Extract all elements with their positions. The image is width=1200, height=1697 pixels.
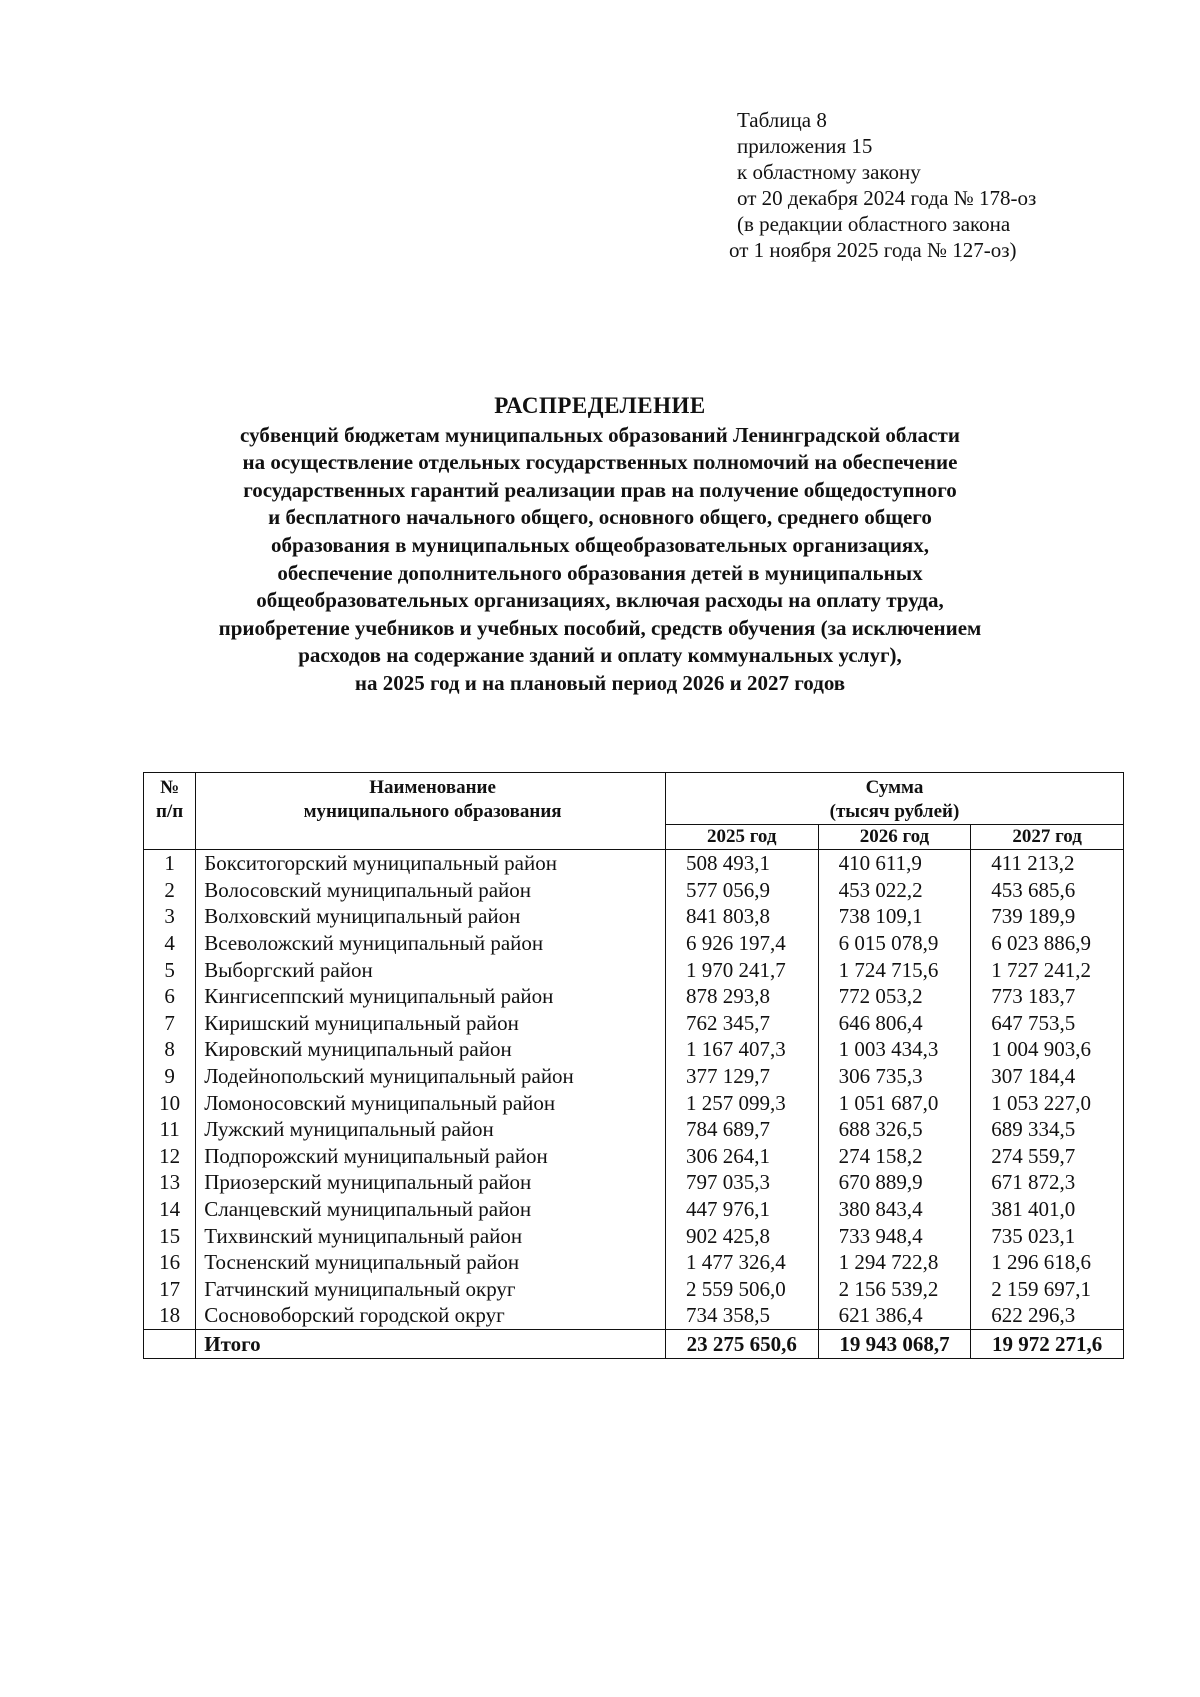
row-num: 8	[144, 1036, 196, 1063]
row-name: Всеволожский муниципальный район	[196, 930, 666, 957]
table-row	[144, 1249, 1124, 1276]
row-num: 5	[144, 956, 196, 983]
row-num: 11	[144, 1116, 196, 1143]
table-row	[144, 1276, 1124, 1303]
row-value-2026: 1 003 434,3	[818, 1036, 971, 1063]
row-value-2026: 1 724 715,6	[818, 956, 971, 983]
row-value-2026: 738 109,1	[818, 903, 971, 930]
row-value-2025: 6 926 197,4	[665, 930, 818, 957]
header-year-2025: 2025 год	[665, 825, 818, 850]
row-value-2026: 306 735,3	[818, 1063, 971, 1090]
header-line-appendix: приложения 15	[737, 134, 873, 158]
header-line-law: к областному закону	[737, 160, 921, 184]
row-value-2026: 1 294 722,8	[818, 1249, 971, 1276]
title-line: и бесплатного начального общего, основного общего, среднего общего	[268, 505, 932, 530]
title-line: на осуществление отдельных государственных полномочий на обеспечение	[242, 450, 958, 475]
table-row	[144, 983, 1124, 1010]
row-num: 18	[144, 1302, 196, 1329]
table-row	[144, 1222, 1124, 1249]
row-name: Выборгский район	[196, 956, 666, 983]
total-2027: 19 972 271,6	[971, 1329, 1124, 1358]
row-value-2027: 671 872,3	[971, 1169, 1124, 1196]
table-row	[144, 1302, 1124, 1329]
row-value-2027: 453 685,6	[971, 877, 1124, 904]
table-row	[144, 877, 1124, 904]
row-value-2027: 739 189,9	[971, 903, 1124, 930]
row-value-2027: 381 401,0	[971, 1196, 1124, 1223]
row-value-2025: 577 056,9	[665, 877, 818, 904]
row-value-2026: 6 015 078,9	[818, 930, 971, 957]
row-value-2026: 646 806,4	[818, 1010, 971, 1037]
row-num: 7	[144, 1010, 196, 1037]
row-value-2027: 622 296,3	[971, 1302, 1124, 1329]
row-value-2025: 797 035,3	[665, 1169, 818, 1196]
header-year-2026: 2026 год	[818, 825, 971, 850]
row-value-2025: 784 689,7	[665, 1116, 818, 1143]
row-value-2026: 733 948,4	[818, 1222, 971, 1249]
row-value-2025: 1 477 326,4	[665, 1249, 818, 1276]
row-value-2027: 1 053 227,0	[971, 1089, 1124, 1116]
row-num: 12	[144, 1143, 196, 1170]
row-name: Волосовский муниципальный район	[196, 877, 666, 904]
row-value-2027: 6 023 886,9	[971, 930, 1124, 957]
row-value-2026: 688 326,5	[818, 1116, 971, 1143]
row-name: Кингисеппский муниципальный район	[196, 983, 666, 1010]
table-row	[144, 903, 1124, 930]
title-line: субвенций бюджетам муниципальных образований Ленинградской области	[240, 422, 960, 447]
row-name: Ломоносовский муниципальный район	[196, 1089, 666, 1116]
title-line: на 2025 год и на плановый период 2026 и 2027 годов	[354, 670, 846, 695]
title-line: общеобразовательных организациях, включая расходы на оплату труда,	[256, 588, 944, 613]
title-line: приобретение учебников и учебных пособий, средств обучения (за исключением	[218, 615, 982, 640]
document-title	[100, 392, 1100, 698]
row-value-2027: 735 023,1	[971, 1222, 1124, 1249]
row-value-2025: 1 167 407,3	[665, 1036, 818, 1063]
row-name: Приозерский муниципальный район	[196, 1169, 666, 1196]
row-value-2027: 1 296 618,6	[971, 1249, 1124, 1276]
row-value-2025: 762 345,7	[665, 1010, 818, 1037]
row-value-2026: 2 156 539,2	[818, 1276, 971, 1303]
row-value-2027: 2 159 697,1	[971, 1276, 1124, 1303]
row-name: Лодейнопольский муниципальный район	[196, 1063, 666, 1090]
row-num: 1	[144, 850, 196, 877]
row-value-2025: 841 803,8	[665, 903, 818, 930]
total-2025: 23 275 650,6	[665, 1329, 818, 1358]
table-row	[144, 1196, 1124, 1223]
row-value-2025: 377 129,7	[665, 1063, 818, 1090]
title-line: образования в муниципальных общеобразовательных организациях,	[270, 532, 930, 557]
row-value-2027: 274 559,7	[971, 1143, 1124, 1170]
row-value-2027: 307 184,4	[971, 1063, 1124, 1090]
row-value-2026: 410 611,9	[818, 850, 971, 877]
header-num: № п/п	[144, 773, 196, 850]
row-num: 2	[144, 877, 196, 904]
row-value-2025: 306 264,1	[665, 1143, 818, 1170]
row-name: Киришский муниципальный район	[196, 1010, 666, 1037]
header-sum: Сумма (тысяч рублей)	[665, 773, 1123, 825]
row-value-2026: 772 053,2	[818, 983, 971, 1010]
total-num-cell	[144, 1329, 196, 1358]
title-main: РАСПРЕДЕЛЕНИЕ	[494, 393, 706, 418]
header-name: Наименование муниципального образования	[196, 773, 666, 850]
row-value-2027: 411 213,2	[971, 850, 1124, 877]
title-line: государственных гарантий реализации прав на получение общедоступного	[243, 477, 957, 502]
row-value-2026: 453 022,2	[818, 877, 971, 904]
row-value-2026: 621 386,4	[818, 1302, 971, 1329]
title-line: расходов на содержание зданий и оплату коммунальных услуг),	[298, 643, 902, 668]
row-value-2025: 1 970 241,7	[665, 956, 818, 983]
row-value-2027: 647 753,5	[971, 1010, 1124, 1037]
table-row	[144, 1036, 1124, 1063]
table-body	[144, 850, 1124, 1330]
row-name: Сланцевский муниципальный район	[196, 1196, 666, 1223]
row-num: 6	[144, 983, 196, 1010]
header-year-2027: 2027 год	[971, 825, 1124, 850]
total-2026: 19 943 068,7	[818, 1329, 971, 1358]
row-name: Тосненский муниципальный район	[196, 1249, 666, 1276]
table-row	[144, 1143, 1124, 1170]
distribution-table	[143, 772, 1124, 1359]
row-num: 3	[144, 903, 196, 930]
row-num: 16	[144, 1249, 196, 1276]
row-value-2025: 2 559 506,0	[665, 1276, 818, 1303]
row-name: Лужский муниципальный район	[196, 1116, 666, 1143]
header-line-law-date: от 20 декабря 2024 года № 178-оз	[737, 186, 1037, 210]
row-num: 15	[144, 1222, 196, 1249]
row-value-2025: 1 257 099,3	[665, 1089, 818, 1116]
total-label: Итого	[196, 1329, 666, 1358]
row-name: Сосновоборский городской округ	[196, 1302, 666, 1329]
row-name: Гатчинский муниципальный округ	[196, 1276, 666, 1303]
row-value-2025: 878 293,8	[665, 983, 818, 1010]
row-name: Тихвинский муниципальный район	[196, 1222, 666, 1249]
row-name: Бокситогорский муниципальный район	[196, 850, 666, 877]
table-row	[144, 1089, 1124, 1116]
header-line-table-number: Таблица 8	[737, 108, 827, 132]
row-value-2027: 1 727 241,2	[971, 956, 1124, 983]
row-name: Подпорожский муниципальный район	[196, 1143, 666, 1170]
header-line-revision-date: от 1 ноября 2025 года № 127-оз)	[729, 238, 1017, 262]
table-row	[144, 1010, 1124, 1037]
document-header	[729, 107, 1157, 263]
row-value-2025: 508 493,1	[665, 850, 818, 877]
row-name: Кировский муниципальный район	[196, 1036, 666, 1063]
row-num: 10	[144, 1089, 196, 1116]
table-row	[144, 930, 1124, 957]
row-num: 13	[144, 1169, 196, 1196]
row-value-2026: 380 843,4	[818, 1196, 971, 1223]
row-name: Волховский муниципальный район	[196, 903, 666, 930]
row-num: 17	[144, 1276, 196, 1303]
row-value-2026: 1 051 687,0	[818, 1089, 971, 1116]
row-value-2027: 1 004 903,6	[971, 1036, 1124, 1063]
row-num: 14	[144, 1196, 196, 1223]
row-value-2025: 902 425,8	[665, 1222, 818, 1249]
table-row	[144, 850, 1124, 877]
row-value-2027: 773 183,7	[971, 983, 1124, 1010]
row-value-2026: 274 158,2	[818, 1143, 971, 1170]
row-value-2027: 689 334,5	[971, 1116, 1124, 1143]
row-num: 9	[144, 1063, 196, 1090]
table-row	[144, 1169, 1124, 1196]
row-value-2025: 734 358,5	[665, 1302, 818, 1329]
total-row	[144, 1329, 1124, 1358]
row-num: 4	[144, 930, 196, 957]
table-row	[144, 1116, 1124, 1143]
title-line: обеспечение дополнительного образования детей в муниципальных	[277, 560, 923, 585]
table-row	[144, 956, 1124, 983]
table-row	[144, 1063, 1124, 1090]
header-line-revision: (в редакции областного закона	[737, 212, 1011, 236]
row-value-2026: 670 889,9	[818, 1169, 971, 1196]
row-value-2025: 447 976,1	[665, 1196, 818, 1223]
